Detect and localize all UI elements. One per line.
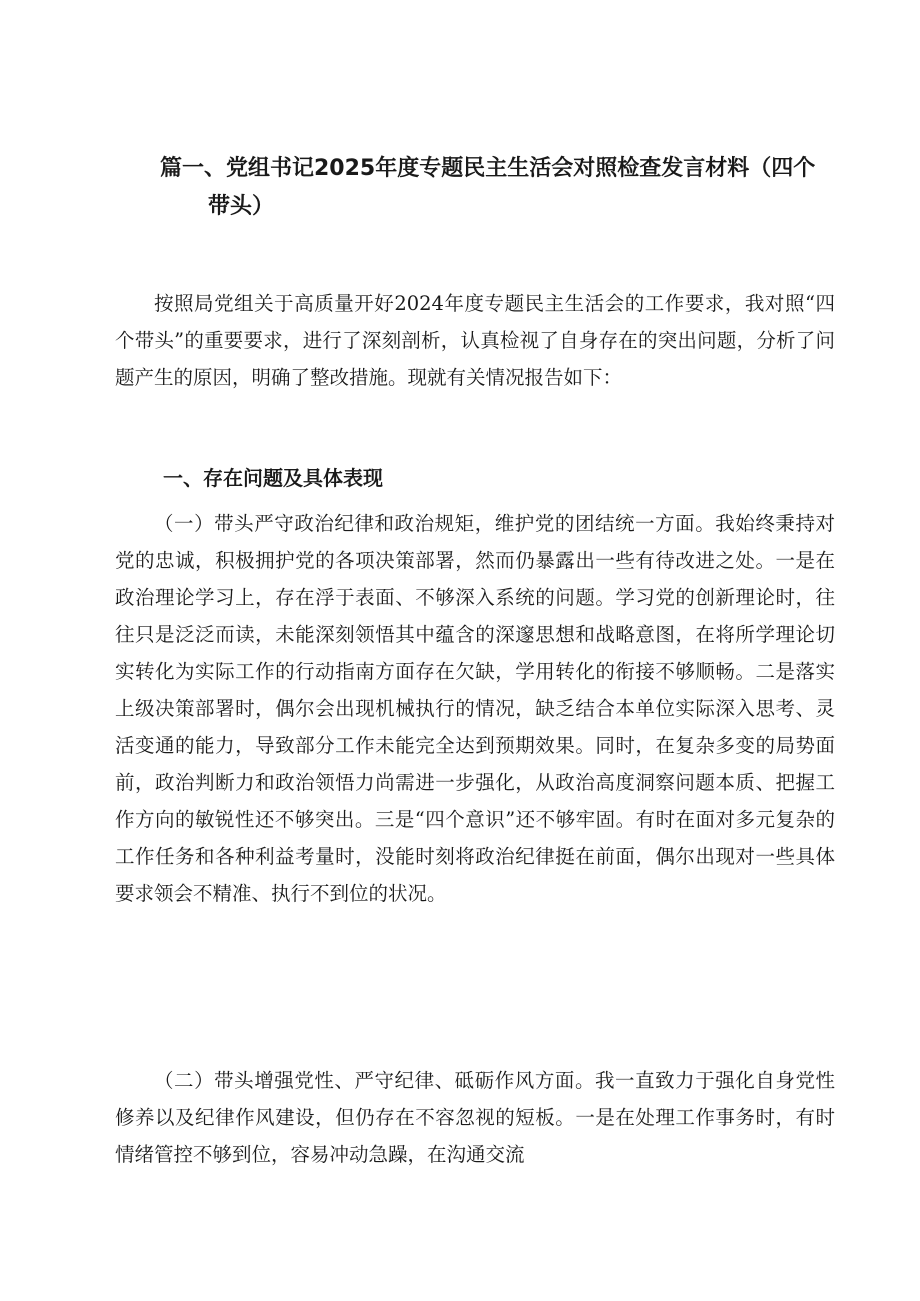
paragraph-2: （二）带头增强党性、严守纪律、砥砺作风方面。我一直致力于强化自身党性修养以及纪律作风建设，但仍存在不容忽视的短板。一是在处理工作事务时，有时情绪管控不够到位，容易冲动急躁，在沟通交流 [115, 1069, 835, 1166]
section2-block [115, 1062, 835, 1173]
title-line-2: 带头） [208, 194, 275, 219]
document-title [160, 150, 850, 226]
title-line-1: 篇一、党组书记2025年度专题民主生活会对照检查发言材料（四个 [160, 156, 816, 181]
section-heading: 一、存在问题及具体表现 [163, 466, 383, 490]
intro-paragraph: 按照局党组关于高质量开好2024年度专题民主生活会的工作要求，我对照“四个带头”的重要要求，进行了深刻剖析，认真检视了自身存在的突出问题，分析了问题产生的原因，明确了整改措施。现就有关情况报告如下： [115, 292, 835, 389]
paragraph-1: （一）带头严守政治纪律和政治规矩，维护党的团结统一方面。我始终秉持对党的忠诚，积极拥护党的各项决策部署，然而仍暴露出一些有待改进之处。一是在政治理论学习上，存在浮于表面、不够深入系统的问题。学习党的创新理论时，往往只是泛泛而读，未能深刻领悟其中蕴含的深邃思想和战略意图，在将所学理论切实转化为实际工作的行动指南方面存在欠缺，学用转化的衔接不够顺畅。二是落实上级决策部署时，偶尔会出现机械执行的情况，缺乏结合本单位实际深入思考、灵活变通的能力，导致部分工作未能完全达到预期效果。同时，在复杂多变的局势面前，政治判断力和政治领悟力尚需进一步强化，从政治高度洞察问题本质、把握工作方向的敏锐性还不够突出。三是“四个意识”还不够牢固。有时在面对多元复杂的工作任务和各种利益考量时，没能时刻将政治纪律挺在前面，偶尔出现对一些具体要求领会不精准、执行不到位的状况。 [115, 512, 835, 905]
intro-block [115, 285, 835, 396]
section1-block [115, 505, 835, 912]
